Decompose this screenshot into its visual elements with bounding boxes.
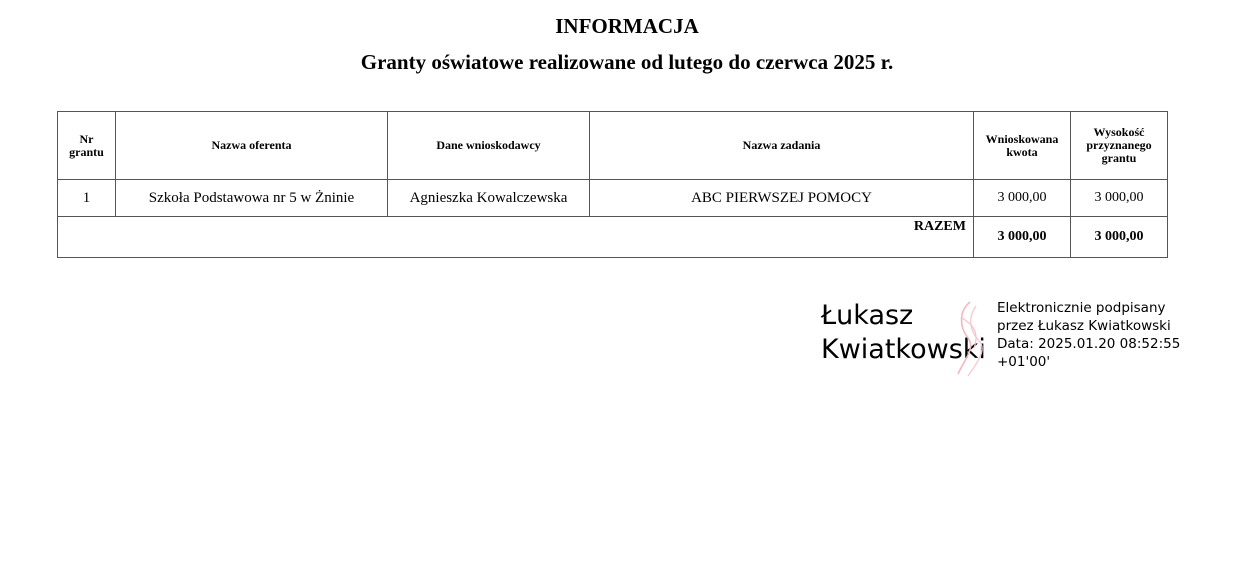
signature-info-line4: +01'00'	[997, 354, 1051, 370]
cell-wnioskodawca: Agnieszka Kowalczewska	[388, 180, 590, 217]
header-zadanie: Nazwa zadania	[590, 112, 974, 180]
signature-mark-icon	[950, 298, 998, 378]
signer-name-line1: Łukasz	[821, 300, 914, 331]
cell-nr: 1	[58, 180, 116, 217]
signature-details	[997, 299, 1180, 371]
cell-zadanie: ABC PIERWSZEJ POMOCY	[590, 180, 974, 217]
total-label: RAZEM	[58, 217, 974, 258]
cell-oferent: Szkoła Podstawowa nr 5 w Żninie	[116, 180, 388, 217]
electronic-signature	[818, 296, 1181, 382]
signature-info-line1: Elektronicznie podpisany	[997, 300, 1166, 316]
header-kwota: Wnioskowana kwota	[974, 112, 1071, 180]
table-row	[58, 180, 1168, 217]
grants-table	[57, 111, 1168, 258]
signature-info-line2: przez Łukasz Kwiatkowski	[997, 318, 1171, 334]
document-title: INFORMACJA	[555, 14, 699, 38]
total-kwota: 3 000,00	[974, 217, 1071, 258]
cell-przyznana: 3 000,00	[1071, 180, 1168, 217]
cell-kwota: 3 000,00	[974, 180, 1071, 217]
total-row	[58, 217, 1168, 258]
total-przyznana: 3 000,00	[1071, 217, 1168, 258]
header-nr: Nr grantu	[58, 112, 116, 180]
header-wnioskodawca: Dane wnioskodawcy	[388, 112, 590, 180]
document-subtitle: Granty oświatowe realizowane od lutego do czerwca 2025 r.	[360, 50, 894, 74]
header-oferent: Nazwa oferenta	[116, 112, 388, 180]
table-header-row	[58, 112, 1168, 180]
signer-name-line2: Kwiatkowski	[821, 334, 986, 365]
header-przyznana: Wysokość przyznanego grantu	[1071, 112, 1168, 180]
signature-info-line3: Data: 2025.01.20 08:52:55	[997, 336, 1181, 352]
